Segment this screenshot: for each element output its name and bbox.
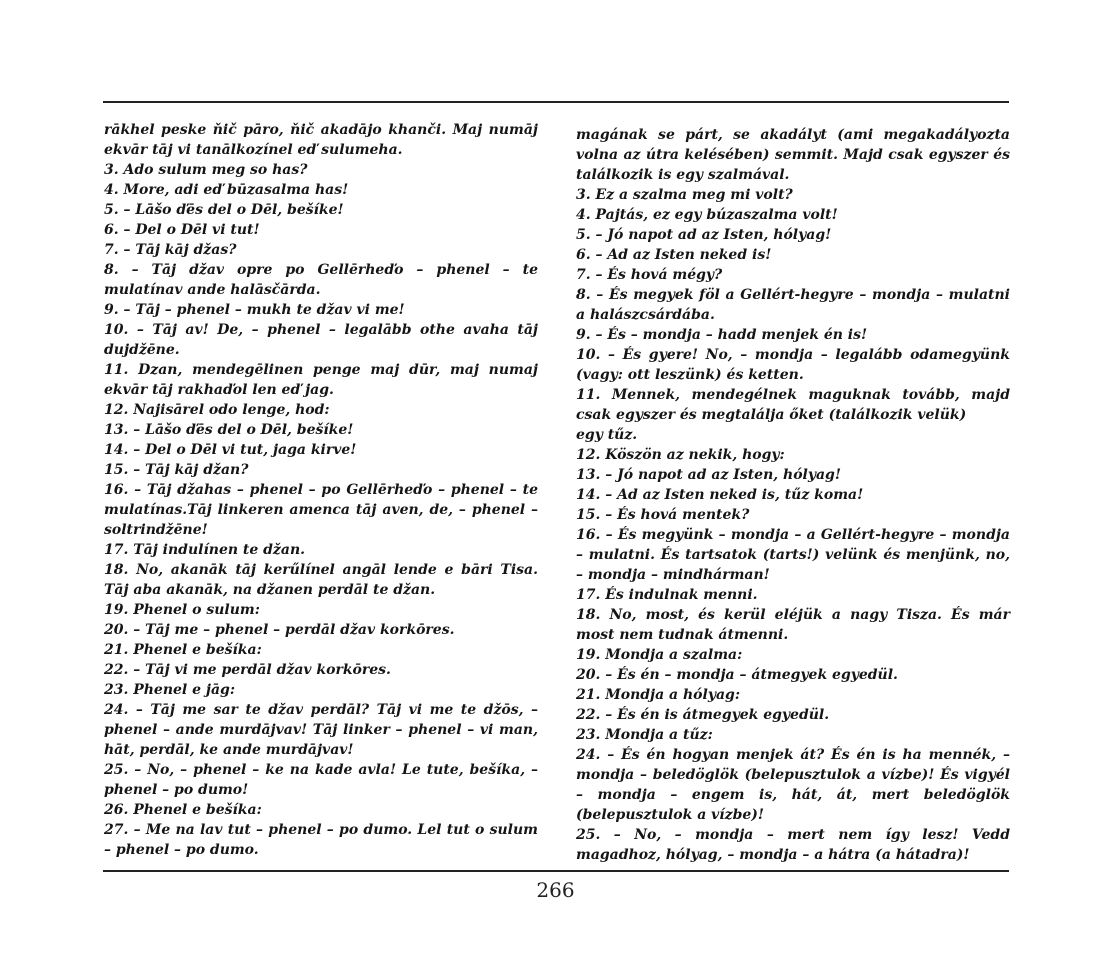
text-paragraph: 8. – Tāj džav opre po Gellērheďo – phenel – te mulatínav ande halāsčārda.: [104, 262, 538, 298]
text-paragraph: 21. Phenel e bešíka:: [104, 642, 262, 658]
text-paragraph: 10. – Tāj av! De, – phenel – legalābb othe avaha tāj dujdžēne.: [104, 322, 538, 358]
text-paragraph: 11. Mennek, mendegélnek maguknak tovább, majd csak egyszer és megtalálja őket (találkozik velük): [576, 387, 1010, 423]
text-paragraph: 7. – És hová mégy?: [576, 267, 723, 283]
text-paragraph: 3. Ado sulum meg so has?: [104, 162, 308, 178]
text-paragraph: 17. És indulnak menni.: [576, 587, 758, 603]
text-paragraph: 13. – Lāšo ďēs del o Dēl, bešíke!: [104, 422, 354, 438]
text-paragraph: 14. – Del o Dēl vi tut, jaga kirve!: [104, 442, 357, 458]
text-paragraph: 12. Najisārel odo lenge, hod:: [104, 402, 330, 418]
text-paragraph: 5. – Jó napot ad az Isten, hólyag!: [576, 227, 832, 243]
text-paragraph: 26. Phenel e bešíka:: [104, 802, 262, 818]
text-paragraph: 3. Ez a szalma meg mi volt?: [576, 187, 793, 203]
text-paragraph: 18. No, akanāk tāj kerűlínel angāl lende e bāri Tisa. Tāj aba akanāk, na džanen perdāl te džan.: [104, 562, 538, 598]
text-paragraph: 6. – Ad az Isten neked is!: [576, 247, 772, 263]
text-paragraph: 20. – És én – mondja – átmegyek egyedül.: [576, 667, 898, 683]
text-paragraph: 23. Mondja a tűz:: [576, 727, 713, 743]
text-paragraph: 25. – No, – phenel – ke na kade avla! Le tute, bešíka, – phenel – po dumo!: [104, 762, 538, 798]
left-column-romani: [104, 120, 538, 860]
text-paragraph: egy tűz.: [576, 427, 638, 443]
text-paragraph: 16. – Tāj džahas – phenel – po Gellērheďo – phenel – te mulatínas.Tāj linkeren amenca tāj aven, de, – phenel – soltrindžēne!: [104, 482, 538, 538]
text-paragraph: 21. Mondja a hólyag:: [576, 687, 740, 703]
text-paragraph: 20. – Tāj me – phenel – perdāl džav korkōres.: [104, 622, 455, 638]
text-paragraph: 7. – Tāj kāj džas?: [104, 242, 237, 258]
text-paragraph: 5. – Lāšo ďēs del o Dēl, bešíke!: [104, 202, 344, 218]
right-column-hungarian: [576, 125, 1010, 865]
text-paragraph: 4. Pajtás, ez egy búzaszalma volt!: [576, 207, 838, 223]
text-paragraph: 22. – Tāj vi me perdāl džav korkōres.: [104, 662, 391, 678]
text-paragraph: 11. Dzan, mendegēlinen penge maj dūr, maj numaj ekvār tāj rakhaďol len eď jag.: [104, 362, 538, 398]
text-paragraph: 19. Phenel o sulum:: [104, 602, 260, 618]
text-paragraph: 19. Mondja a szalma:: [576, 647, 743, 663]
text-paragraph: 13. – Jó napot ad az Isten, hólyag!: [576, 467, 841, 483]
text-paragraph: 9. – Tāj – phenel – mukh te džav vi me!: [104, 302, 405, 318]
text-paragraph: rākhel peske ňič pāro, ňič akadājo khanči. Maj numāj ekvār tāj vi tanālkozínel eď sulumeha.: [104, 122, 538, 158]
text-paragraph: 14. – Ad az Isten neked is, tűz koma!: [576, 487, 864, 503]
text-paragraph: 16. – És megyünk – mondja – a Gellért-hegyre – mondja – mulatni. És tartsatok (tarts!) velünk és menjünk, no, – mondja – mindhárman!: [576, 527, 1010, 583]
text-paragraph: 18. No, most, és kerül eléjük a nagy Tisza. És már most nem tudnak átmenni.: [576, 607, 1010, 643]
text-paragraph: 8. – És megyek föl a Gellért-hegyre – mondja – mulatni a halászcsárdába.: [576, 287, 1010, 323]
text-paragraph: 23. Phenel e jāg:: [104, 682, 235, 698]
text-paragraph: 12. Köszön az nekik, hogy:: [576, 447, 785, 463]
text-paragraph: 27. – Me na lav tut – phenel – po dumo. Lel tut o sulum – phenel – po dumo.: [104, 822, 538, 858]
text-paragraph: 25. – No, – mondja – mert nem így lesz! Vedd magadhoz, hólyag, – mondja – a hátra (a hátadra)!: [576, 827, 1010, 863]
text-paragraph: 24. – És én hogyan menjek át? És én is ha mennék, – mondja – beledöglök (belepusztulok a vízbe)! És vigyél – mondja – engem is, hát, át, mert beledöglök (belepusztulok a vízbe)!: [576, 747, 1010, 823]
text-paragraph: 24. – Tāj me sar te džav perdāl? Tāj vi me te džōs, – phenel – ande murdājvav! Tāj linker – phenel – vi man, hāt, perdāl, ke ande murdājvav!: [104, 702, 538, 758]
text-paragraph: 4. More, adi eď būzasalma has!: [104, 182, 349, 198]
bottom-rule: [103, 870, 1009, 872]
text-paragraph: magának se párt, se akadályt (ami megakadályozta volna az útra kelésében) semmit. Majd csak egyszer és találkozik is egy szalmával.: [576, 127, 1010, 183]
text-paragraph: 22. – És én is átmegyek egyedül.: [576, 707, 830, 723]
page-number: 266: [536, 878, 575, 902]
text-paragraph: 6. – Del o Dēl vi tut!: [104, 222, 260, 238]
text-paragraph: 17. Tāj indulínen te džan.: [104, 542, 306, 558]
text-paragraph: 10. – És gyere! No, – mondja – legalább odamegyünk (vagy: ott leszünk) és ketten.: [576, 347, 1010, 383]
text-paragraph: 15. – És hová mentek?: [576, 507, 750, 523]
text-paragraph: 9. – És – mondja – hadd menjek én is!: [576, 327, 868, 343]
top-rule: [103, 101, 1009, 103]
text-paragraph: 15. – Tāj kāj džan?: [104, 462, 249, 478]
